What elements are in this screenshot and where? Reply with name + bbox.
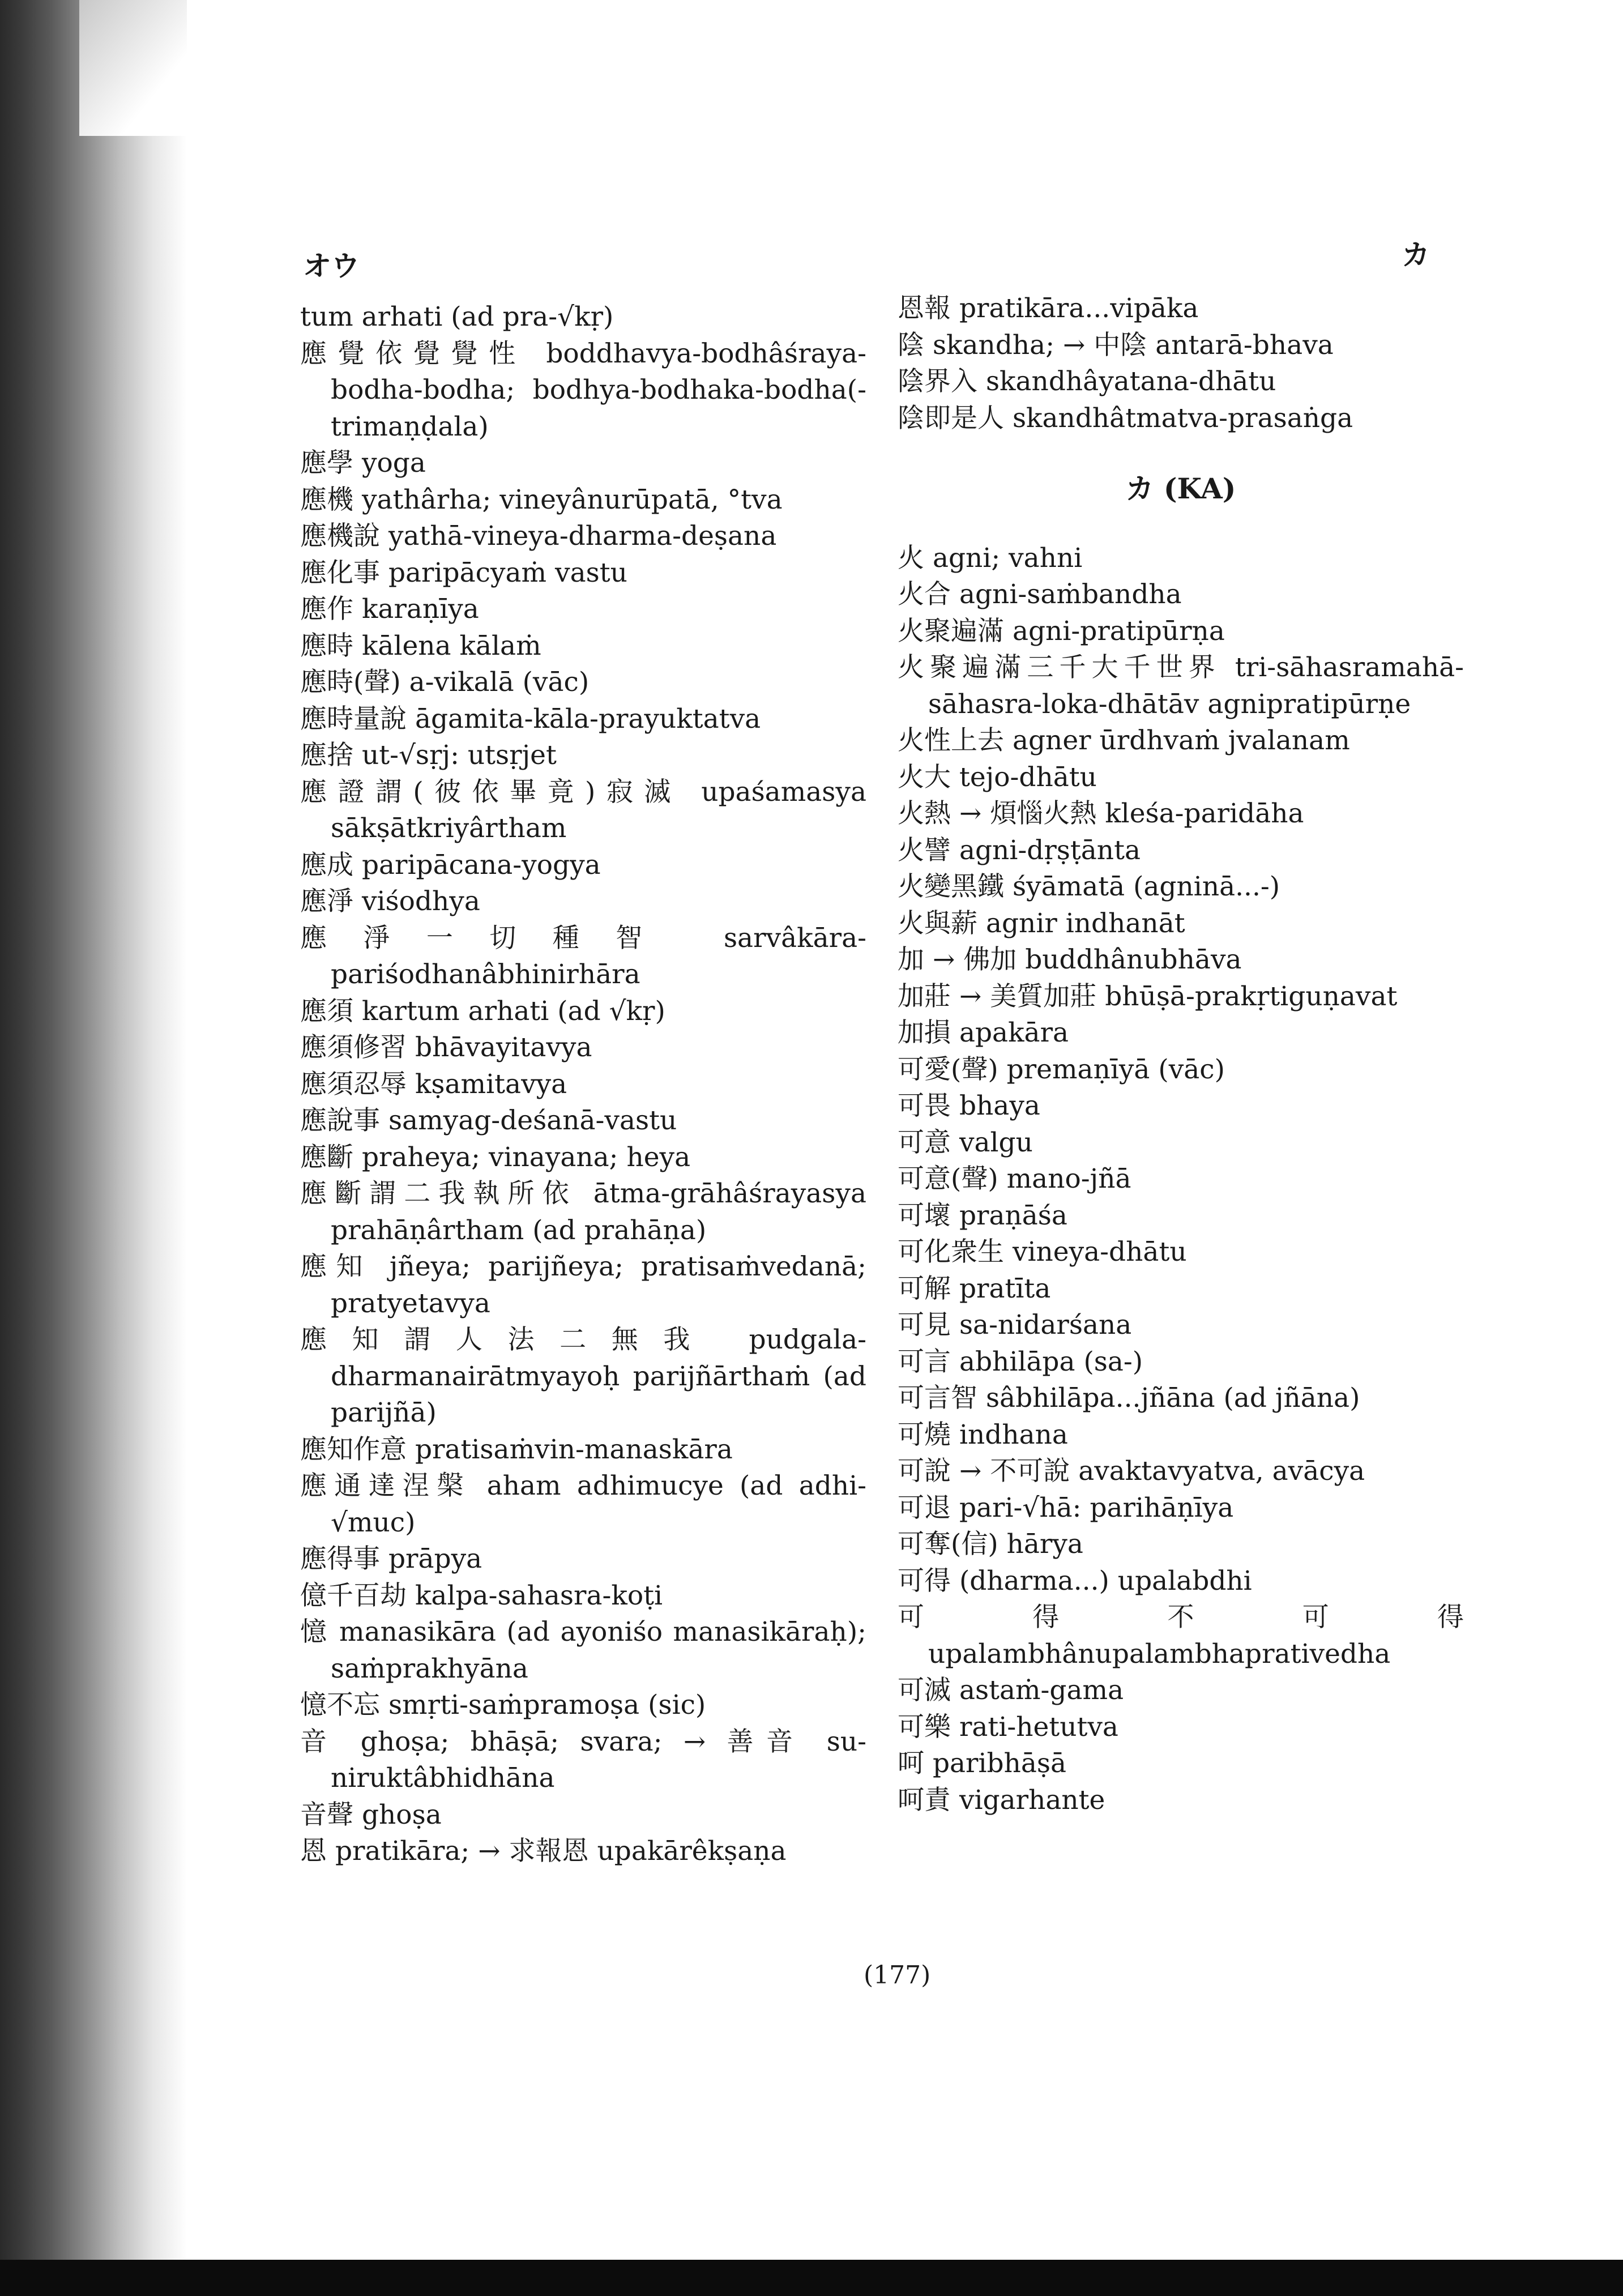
scan-shadow-top [79,0,187,136]
dictionary-entry: 可化衆生 vineya-dhātu [898,1236,1187,1268]
dictionary-entry: 應淨 viśodhya [300,886,480,917]
dictionary-entry: 可意 valgu [898,1126,1033,1158]
dictionary-entry: 可滅 astaṁ-gama [898,1675,1124,1706]
dictionary-entry: 呵 paribhāṣā [898,1748,1067,1779]
dictionary-entry: 可言 abhilāpa (sa-) [898,1346,1143,1377]
dictionary-entry: 火大 tejo-dhātu [898,761,1097,793]
page-number: (177) [864,1961,931,1990]
dictionary-entry: 陰即是人 skandhâtmatva-prasaṅga [898,402,1353,434]
running-header-right: カ [1402,238,1430,271]
dictionary-entry: 火合 agni-saṁbandha [898,579,1182,610]
dictionary-entry: 應捨 ut-√sṛj: utsṛjet [300,740,557,771]
dictionary-entry: 可愛(聲) premaṇīyā (vāc) [898,1053,1225,1085]
dictionary-entry: 可畏 bhaya [898,1090,1040,1121]
dictionary-entry: 應時(聲) a-vikalā (vāc) [300,667,590,698]
dictionary-entry: 應成 paripācana-yogya [300,849,601,881]
dictionary-entry: 應說事 samyag-deśanā-vastu [300,1105,677,1136]
dictionary-entry: 應須修習 bhāvayitavya [300,1032,592,1063]
scan-bottom-bar [0,2260,1623,2296]
dictionary-entry: 可壞 praṇāśa [898,1200,1067,1231]
dictionary-entry: 火譬 agni-dṛṣṭānta [898,834,1141,866]
dictionary-entry: 火聚遍滿 agni-pratipūrṇa [898,615,1225,647]
dictionary-entry: 應知 jñeya; parijñeya; pratisaṁvedanā; pratyetavya [300,1251,866,1319]
dictionary-entry: 可意(聲) mano-jñā [898,1163,1131,1194]
dictionary-entry: 可見 sa-nidarśana [898,1309,1132,1341]
dictionary-entry: 應斷謂二我執所依 ātma-grāhâśrayasya prahāṇârtham (ad prahāṇa) [300,1178,866,1246]
dictionary-entry: 可得不可得 upalambhânupalambhaprativedha [898,1602,1464,1670]
dictionary-entry: 可奪(信) hārya [898,1529,1083,1560]
dictionary-entry: 加損 apakāra [898,1017,1069,1048]
dictionary-entry: 應須 kartum arhati (ad √kṛ) [300,995,665,1027]
dictionary-entry: 可退 pari-√hā: parihāṇīya [898,1492,1234,1523]
right-column [898,291,1464,1819]
dictionary-entry: 可樂 rati-hetutva [898,1711,1118,1743]
dictionary-entry: 憶不忘 smṛti-saṁpramoṣa (sic) [300,1689,706,1721]
dictionary-entry: 應斷 praheya; vinayana; heya [300,1141,691,1173]
dictionary-entry: 可燒 indhana [898,1419,1068,1450]
dictionary-entry: 陰 skandha; → 中陰 antarā-bhava [898,329,1334,361]
dictionary-entry: 應機 yathârha; vineyânurūpatā, °tva [300,484,783,515]
dictionary-entry: 陰界入 skandhâyatana-dhātu [898,366,1276,397]
dictionary-entry: 恩 pratikāra; → 求報恩 upakārêkṣaṇa [300,1836,787,1867]
dictionary-entry: tum arhati (ad pra-√kṛ) [300,301,614,332]
dictionary-entry: 火熱 → 煩惱火熱 kleśa-paridāha [898,798,1304,829]
dictionary-entry: 加莊 → 美質加莊 bhūṣā-prakṛtiguṇavat [898,980,1398,1012]
dictionary-entry: 火性上去 agner ūrdhvaṁ jvalanam [898,725,1350,756]
dictionary-entry: 應通達涅槃 aham adhimucye (ad adhi-√muc) [300,1470,866,1538]
left-column [300,299,866,1870]
dictionary-entry: 應時量說 āgamita-kāla-prayuktatva [300,703,761,735]
dictionary-entry: 應時 kālena kālaṁ [300,630,541,662]
dictionary-entry: 應學 yoga [300,447,426,479]
dictionary-entry: 應知作意 pratisaṁvin-manaskāra [300,1433,733,1465]
dictionary-entry: 應得事 prāpya [300,1543,482,1574]
dictionary-entry: 應須忍辱 kṣamitavya [300,1068,567,1100]
dictionary-entry: 應覺依覺覺性 boddhavya-bodhâśraya-bodha-bodha; bodhya-bodhaka-bodha(-trimaṇḍala) [300,338,866,442]
dictionary-entry: 應知謂人法二無我 pudgala-dharmanairātmyayoḥ parijñārthaṁ (ad parijñā) [300,1324,866,1428]
dictionary-entry: 應化事 paripācyaṁ vastu [300,557,627,588]
dictionary-entry: 加 → 佛加 buddhânubhāva [898,944,1242,975]
dictionary-entry: 火變黑鐵 śyāmatā (agninā...-) [898,871,1280,902]
dictionary-entry: 可得 (dharma...) upalabdhi [898,1565,1252,1597]
right-column-bottom [898,540,1464,1819]
dictionary-entry: 應機說 yathā-vineya-dharma-deṣana [300,520,777,552]
scan-shadow [0,0,187,2260]
dictionary-entry: 恩報 pratikāra...vipāka [898,293,1199,324]
right-column-top [898,291,1464,437]
dictionary-entry: 可說 → 不可說 avaktavyatva, avācya [898,1456,1365,1487]
dictionary-entry: 應淨一切種智 sarvâkāra-pariśodhanâbhinirhāra [300,922,866,990]
dictionary-entry: 億千百劫 kalpa-sahasra-koṭi [300,1580,663,1611]
dictionary-entry: 音聲 ghoṣa [300,1799,442,1830]
dictionary-entry: 可解 pratīta [898,1273,1051,1304]
dictionary-entry: 火 agni; vahni [898,542,1083,574]
dictionary-entry: 憶 manasikāra (ad ayoniśo manasikāraḥ); saṁprakhyāna [300,1616,866,1684]
section-heading: カ (KA) [1125,472,1236,505]
dictionary-entry: 應作 karaṇīya [300,594,479,625]
dictionary-entry: 火與薪 agnir indhanāt [898,907,1185,939]
dictionary-entry: 可言智 sâbhilāpa...jñāna (ad jñāna) [898,1382,1360,1414]
dictionary-entry: 呵責 vigarhante [898,1784,1105,1816]
dictionary-entry: 應證謂(彼依畢竟)寂滅 upaśamasya sākṣātkriyârtham [300,776,866,844]
dictionary-entry: 火聚遍滿三千大千世界 tri-sāhasramahā-sāhasra-loka-dhātāv agnipratipūrṇe [898,652,1464,720]
running-header-left: オウ [303,250,360,283]
dictionary-entry: 音 ghoṣa; bhāṣā; svara; → 善音 su-niruktâbhidhāna [300,1726,866,1794]
